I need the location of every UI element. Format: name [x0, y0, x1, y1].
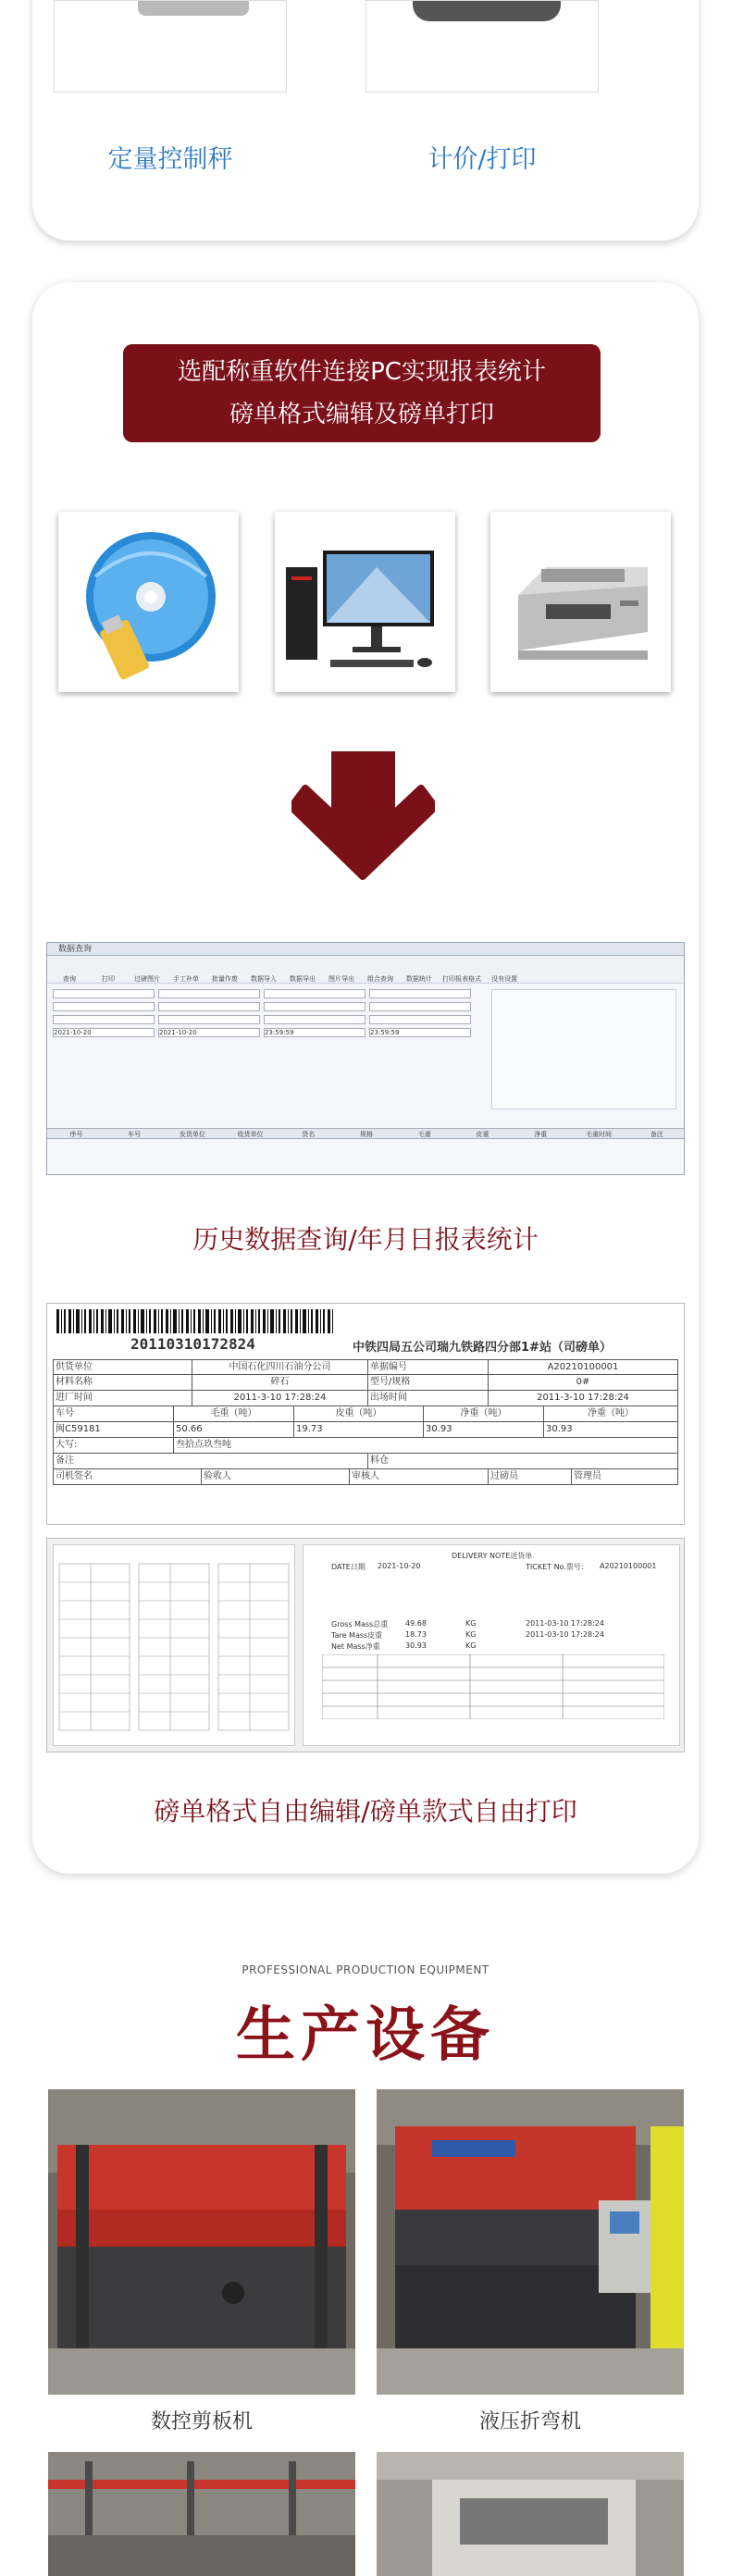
banner-line-2: 磅单格式编辑及磅单打印: [229, 401, 494, 428]
cnc-shearing-machine-image: [48, 2089, 355, 2395]
ticket-title: 中铁四局五公司瑞九铁路四分部1#站（司磅单）: [353, 1341, 612, 1355]
unit-label: KG: [465, 1630, 477, 1639]
delivery-items-grid: [322, 1654, 664, 1719]
equipment-title: 生产设备: [236, 2000, 495, 2070]
filter-field[interactable]: [158, 989, 260, 998]
filter-field[interactable]: [264, 989, 366, 998]
filter-field[interactable]: [53, 989, 155, 998]
product-label-quantitative: 定量控制秤: [107, 145, 233, 174]
window-title: 数据查询: [47, 943, 684, 956]
time-value: 2011-03-10 17:28:24: [526, 1619, 604, 1628]
column-header[interactable]: 规格: [360, 1131, 374, 1138]
unit-label: KG: [465, 1619, 477, 1628]
dot-matrix-printer-icon: [490, 512, 671, 692]
product-label-pricing: 计价/打印: [427, 145, 537, 174]
remark-row: 备注 料仓: [53, 1454, 678, 1469]
caption-print-format: 磅单格式自由编辑/磅单款式自由打印: [154, 1796, 577, 1827]
results-table-header: [47, 1128, 685, 1139]
toolbar-button[interactable]: 过磅图片: [134, 975, 160, 983]
filter-area: [53, 989, 488, 1119]
toolbar-button[interactable]: 没有设置: [491, 975, 517, 983]
quantitative-scale-image: [54, 0, 287, 93]
date-field[interactable]: 2021-10-20: [158, 1028, 260, 1037]
column-header[interactable]: 货名: [302, 1131, 316, 1138]
table-row: 供货单位 中国石化四川石油分公司 单据编号 A20210100001: [53, 1359, 678, 1375]
display-options-panel: [491, 989, 676, 1109]
workshop-machine-image: [377, 2452, 684, 2576]
date-label: DATE日期: [331, 1563, 366, 1571]
window-toolbar: [47, 956, 684, 984]
equipment-subtitle: PROFESSIONAL PRODUCTION EQUIPMENT: [242, 1963, 489, 1976]
date-value: 2021-10-20: [378, 1562, 421, 1570]
toolbar-button[interactable]: 打印报表格式: [442, 975, 481, 983]
time-field[interactable]: 23:59:59: [264, 1028, 366, 1037]
scale-device-shape: [138, 1, 249, 16]
toolbar-button[interactable]: 查询: [63, 975, 76, 983]
ticket-table: [53, 1359, 678, 1485]
toolbar-button[interactable]: 数据统计: [406, 975, 432, 983]
filter-field[interactable]: [53, 1015, 155, 1024]
column-header[interactable]: 毛重时间: [585, 1131, 612, 1138]
gross-value: 49.68: [405, 1619, 427, 1628]
toolbar-button[interactable]: 图片导出: [328, 975, 354, 983]
down-arrow-icon: [291, 751, 435, 890]
date-field[interactable]: 2021-10-20: [53, 1028, 155, 1037]
time-value: 2011-03-10 17:28:24: [526, 1630, 604, 1639]
unit-label: KG: [465, 1641, 477, 1650]
column-header[interactable]: 收货单位: [237, 1131, 264, 1138]
equipment-label-shear: 数控剪板机: [150, 2410, 253, 2434]
column-header[interactable]: 发货单位: [179, 1131, 205, 1138]
filter-field[interactable]: [264, 1015, 366, 1024]
equipment-label-press-brake: 液压折弯机: [478, 2410, 581, 2434]
delivery-note-title: DELIVERY NOTE送货单: [452, 1552, 533, 1560]
filter-field[interactable]: [369, 989, 471, 998]
toolbar-button[interactable]: 数据导入: [251, 975, 277, 983]
barcode-icon: [56, 1309, 353, 1333]
ticket-number-label: TICKET No.票号：: [526, 1563, 589, 1571]
software-disc-icon: [58, 512, 239, 692]
pricing-print-scale-image: [366, 0, 599, 93]
small-ticket-sheet: [53, 1544, 295, 1746]
delivery-note-sheet: [303, 1544, 680, 1746]
banner-line-1: 选配称重软件连接PC实现报表统计: [178, 358, 546, 386]
toolbar-button[interactable]: 批量作废: [212, 975, 238, 983]
net-label: Net Mass净重: [331, 1642, 380, 1651]
column-header[interactable]: 毛重: [417, 1131, 431, 1138]
time-field[interactable]: 23:59:59: [369, 1028, 471, 1037]
table-row: 进厂时间 2011-3-10 17:28:24 出场时间 2011-3-10 17:28:24: [53, 1391, 678, 1406]
ticket-number-value: A20210100001: [600, 1562, 657, 1570]
toolbar-button[interactable]: 打印: [102, 975, 115, 983]
barcode-number: 20110310172824: [130, 1335, 255, 1353]
weights-value-row: 闽C59181 50.66 19.73 30.93 30.93: [53, 1422, 678, 1438]
signature-row: 司机签名 验收人 审核人 过磅员 管理员: [53, 1469, 678, 1485]
filter-field[interactable]: [369, 1002, 471, 1011]
toolbar-button[interactable]: 组合查询: [367, 975, 393, 983]
ticket-format-samples: [46, 1538, 685, 1752]
amount-row: 大写: 叁拾点玖叁吨: [53, 1438, 678, 1454]
workshop-crane-image: [48, 2452, 355, 2576]
column-header[interactable]: 车号: [128, 1131, 142, 1138]
column-header[interactable]: 备注: [650, 1131, 663, 1138]
weights-header-row: 车号 毛重（吨） 皮重（吨） 净重（吨） 净重（吨）: [53, 1406, 678, 1422]
net-value: 30.93: [405, 1641, 427, 1650]
column-header[interactable]: 净重: [534, 1131, 548, 1138]
data-query-window: [46, 942, 685, 1175]
filter-field[interactable]: [264, 1002, 366, 1011]
toolbar-button[interactable]: 数据导出: [290, 975, 316, 983]
filter-field[interactable]: [158, 1002, 260, 1011]
filter-field[interactable]: [158, 1015, 260, 1024]
filter-field[interactable]: [53, 1002, 155, 1011]
column-header[interactable]: 皮重: [476, 1131, 489, 1138]
tare-value: 18.73: [405, 1630, 427, 1639]
caption-history-query: 历史数据查询/年月日报表统计: [192, 1224, 539, 1255]
filter-field[interactable]: [369, 1015, 471, 1024]
scale-device-shape: [413, 1, 561, 21]
tare-label: Tare Mass皮重: [331, 1631, 383, 1640]
gross-label: Gross Mass总重: [331, 1620, 389, 1629]
toolbar-button[interactable]: 手工补单: [173, 975, 199, 983]
column-header[interactable]: 序号: [69, 1131, 83, 1138]
desktop-computer-icon: [275, 512, 455, 692]
weighing-ticket: [46, 1303, 685, 1525]
hydraulic-press-brake-image: [377, 2089, 684, 2395]
software-banner: [123, 344, 601, 442]
table-row: 材料名称 碎石 型号/规格 0#: [53, 1375, 678, 1391]
